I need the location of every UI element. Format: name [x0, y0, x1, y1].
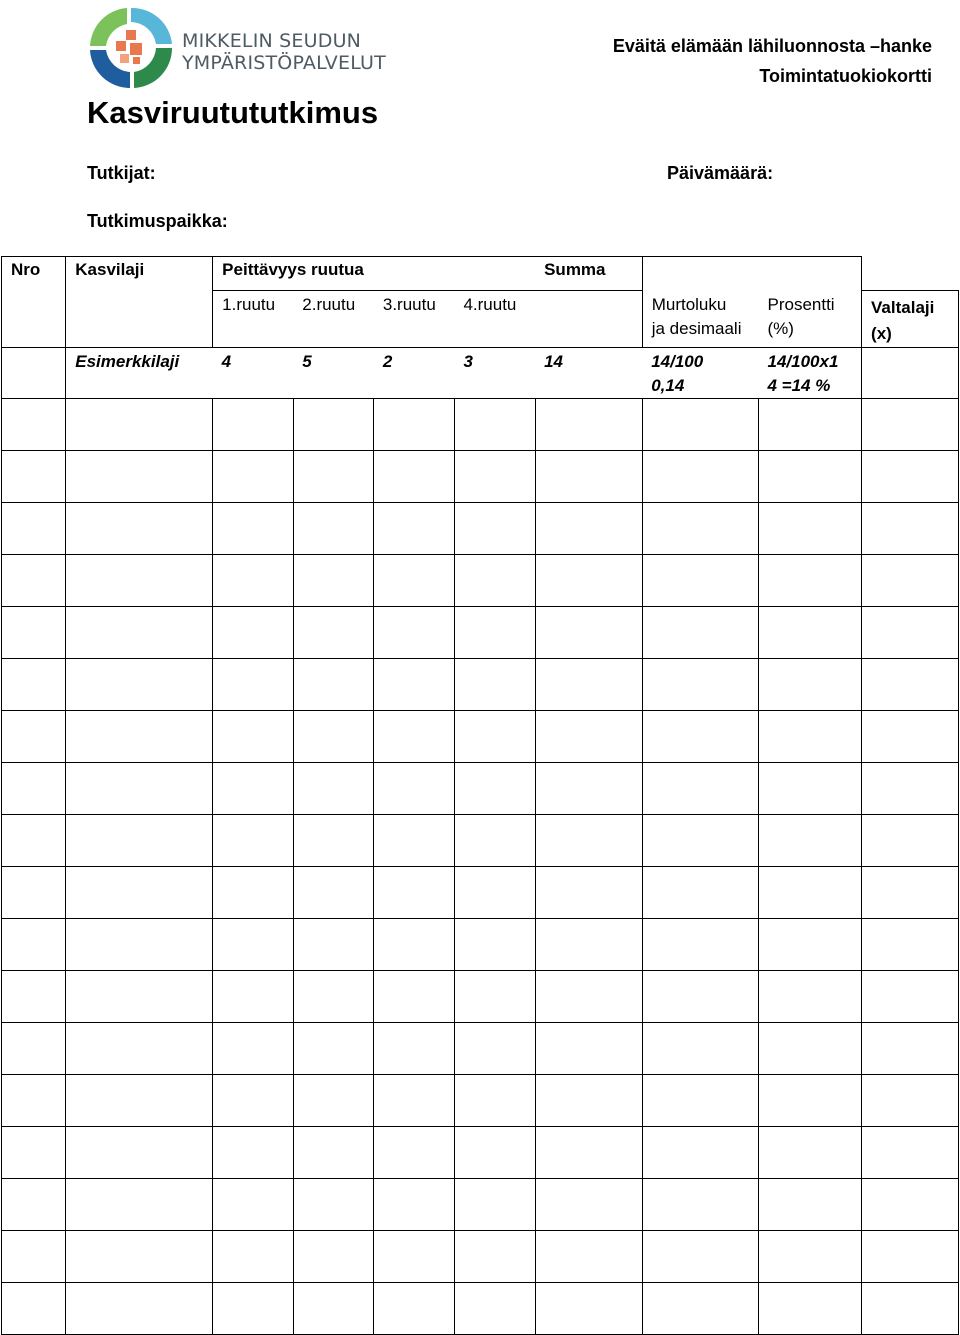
table-cell[interactable] — [2, 867, 66, 919]
example-sum: 14 — [535, 348, 642, 399]
table-cell[interactable] — [642, 503, 758, 555]
table-cell[interactable] — [535, 1075, 642, 1127]
table-cell[interactable] — [374, 1075, 455, 1127]
table-cell[interactable] — [66, 763, 213, 815]
project-header — [613, 31, 932, 91]
table-cell[interactable] — [642, 1179, 758, 1231]
table-cell[interactable] — [293, 555, 374, 607]
table-row — [2, 867, 959, 919]
table-cell[interactable] — [759, 867, 862, 919]
table-cell[interactable] — [374, 399, 455, 451]
table-cell[interactable] — [759, 1127, 862, 1179]
table-cell[interactable] — [2, 711, 66, 763]
table-cell[interactable] — [66, 451, 213, 503]
square-3-header: 3.ruutu — [374, 291, 455, 348]
table-row — [2, 1127, 959, 1179]
table-cell[interactable] — [213, 971, 294, 1023]
table-cell[interactable] — [293, 763, 374, 815]
table-row — [2, 451, 959, 503]
header-nro: Nro — [2, 257, 66, 291]
table-cell[interactable] — [66, 1127, 213, 1179]
table-cell[interactable] — [374, 1283, 455, 1335]
logo-line-1: MIKKELIN SEUDUN — [182, 30, 362, 52]
table-cell[interactable] — [213, 555, 294, 607]
table-row — [2, 1231, 959, 1283]
example-dominant — [862, 348, 959, 399]
example-percent-line-1: 14/100x1 — [767, 352, 839, 371]
table-row — [2, 711, 959, 763]
percent-header-line-1: Prosentti — [767, 294, 835, 314]
table-cell[interactable] — [213, 1127, 294, 1179]
table-cell[interactable] — [454, 1023, 535, 1075]
table-cell[interactable] — [454, 919, 535, 971]
table-cell[interactable] — [642, 1023, 758, 1075]
table-cell[interactable] — [66, 555, 213, 607]
table-cell[interactable] — [862, 659, 959, 711]
table-cell[interactable] — [535, 815, 642, 867]
table-cell[interactable] — [374, 607, 455, 659]
example-square-4 — [454, 348, 535, 399]
table-cell[interactable] — [213, 451, 294, 503]
table-cell[interactable] — [66, 1075, 213, 1127]
table-cell[interactable] — [862, 919, 959, 971]
table-cell[interactable] — [535, 399, 642, 451]
table-cell[interactable] — [642, 1231, 758, 1283]
fraction-header — [642, 291, 758, 348]
example-square-2: 5 — [293, 348, 374, 399]
table-cell[interactable] — [642, 1075, 758, 1127]
date-label: Päivämäärä: — [667, 163, 774, 183]
table-row — [2, 659, 959, 711]
table-cell[interactable] — [293, 815, 374, 867]
table-row — [2, 1023, 959, 1075]
table-cell[interactable] — [374, 763, 455, 815]
table-cell[interactable] — [759, 503, 862, 555]
example-square-3: 2 — [374, 348, 455, 399]
table-cell[interactable] — [642, 971, 758, 1023]
table-cell[interactable] — [642, 711, 758, 763]
card-type: Toimintatuokiokortti — [759, 66, 932, 86]
table-cell[interactable] — [862, 1179, 959, 1231]
table-cell[interactable] — [535, 555, 642, 607]
table-cell[interactable] — [642, 659, 758, 711]
table-cell[interactable] — [454, 555, 535, 607]
table-cell[interactable] — [454, 503, 535, 555]
table-cell[interactable] — [374, 1127, 455, 1179]
place-label: Tutkimuspaikka: — [87, 211, 228, 231]
table-cell[interactable] — [535, 659, 642, 711]
square-1-header: 1.ruutu — [213, 291, 294, 348]
table-cell[interactable] — [2, 919, 66, 971]
example-fraction — [642, 348, 758, 399]
table-cell[interactable] — [213, 763, 294, 815]
table-cell[interactable] — [862, 1283, 959, 1335]
table-cell[interactable] — [862, 555, 959, 607]
table-cell[interactable] — [213, 867, 294, 919]
table-cell[interactable] — [66, 659, 213, 711]
example-percent-line-2: 4 =14 % — [767, 376, 831, 395]
researchers-label: Tutkijat: — [87, 163, 156, 183]
table-cell[interactable] — [213, 1283, 294, 1335]
table-cell[interactable] — [293, 1283, 374, 1335]
example-fraction-line-2: 0,14 — [651, 376, 685, 395]
table-cell[interactable] — [535, 971, 642, 1023]
table-cell[interactable] — [66, 815, 213, 867]
table-cell[interactable] — [759, 659, 862, 711]
fraction-header-line-1: Murtoluku — [651, 294, 727, 314]
table-cell[interactable] — [454, 451, 535, 503]
table-cell[interactable] — [759, 399, 862, 451]
table-cell[interactable] — [66, 607, 213, 659]
square-4-header: 4.ruutu — [454, 291, 535, 348]
table-cell[interactable] — [642, 919, 758, 971]
percent-header-line-2: (%) — [767, 318, 794, 338]
table-cell[interactable] — [642, 451, 758, 503]
table-cell[interactable] — [293, 1127, 374, 1179]
table-cell[interactable] — [66, 1023, 213, 1075]
table-cell[interactable] — [374, 1179, 455, 1231]
table-cell[interactable] — [862, 607, 959, 659]
example-percent — [759, 348, 862, 399]
table-cell[interactable] — [374, 659, 455, 711]
table-row — [2, 555, 959, 607]
table-cell[interactable] — [66, 867, 213, 919]
table-cell[interactable] — [374, 555, 455, 607]
table-row — [2, 399, 959, 451]
table-cell[interactable] — [759, 1179, 862, 1231]
subheader-row — [2, 291, 959, 348]
table-cell[interactable] — [454, 971, 535, 1023]
table-cell[interactable] — [2, 1231, 66, 1283]
header-blank — [642, 257, 861, 291]
table-cell[interactable] — [66, 399, 213, 451]
table-cell[interactable] — [454, 607, 535, 659]
table-cell[interactable] — [2, 607, 66, 659]
table-row — [2, 763, 959, 815]
header-blank-right — [862, 257, 959, 291]
table-cell[interactable] — [2, 399, 66, 451]
table-cell[interactable] — [293, 451, 374, 503]
header-sum: Summa — [535, 257, 642, 291]
table-cell[interactable] — [535, 1179, 642, 1231]
table-row — [2, 971, 959, 1023]
empty-rows — [2, 399, 959, 1335]
fraction-header-line-2: ja desimaali — [651, 318, 742, 338]
table-cell[interactable] — [2, 1127, 66, 1179]
table-cell[interactable] — [66, 1283, 213, 1335]
table-cell[interactable] — [374, 867, 455, 919]
table-cell[interactable] — [213, 503, 294, 555]
table-cell[interactable] — [374, 451, 455, 503]
table-cell[interactable] — [862, 1075, 959, 1127]
table-cell[interactable] — [759, 1023, 862, 1075]
table-cell[interactable] — [535, 1283, 642, 1335]
table-cell[interactable] — [66, 971, 213, 1023]
table-cell[interactable] — [454, 867, 535, 919]
table-row — [2, 1179, 959, 1231]
table-cell[interactable] — [535, 711, 642, 763]
table-cell[interactable] — [213, 1023, 294, 1075]
table-cell[interactable] — [642, 1127, 758, 1179]
table-cell[interactable] — [2, 451, 66, 503]
dominant-header — [862, 291, 959, 348]
table-cell[interactable] — [862, 1231, 959, 1283]
table-cell[interactable] — [454, 1075, 535, 1127]
table-cell[interactable] — [293, 399, 374, 451]
table-cell[interactable] — [454, 399, 535, 451]
table-cell[interactable] — [862, 867, 959, 919]
table-row — [2, 607, 959, 659]
header-row — [2, 257, 959, 291]
table-cell[interactable] — [374, 503, 455, 555]
table-cell[interactable] — [2, 555, 66, 607]
table-cell[interactable] — [66, 1179, 213, 1231]
project-name: Eväitä elämään lähiluonnosta –hanke — [612, 36, 932, 56]
table-cell[interactable] — [213, 399, 294, 451]
table-cell[interactable] — [759, 919, 862, 971]
table-cell[interactable] — [642, 607, 758, 659]
table-cell[interactable] — [535, 1023, 642, 1075]
table-cell[interactable] — [759, 815, 862, 867]
table-cell[interactable] — [862, 815, 959, 867]
subheader-sum-cell — [535, 291, 642, 348]
table-cell[interactable] — [454, 1179, 535, 1231]
table-cell[interactable] — [535, 867, 642, 919]
table-cell[interactable] — [862, 763, 959, 815]
table-cell[interactable] — [293, 971, 374, 1023]
table-cell[interactable] — [759, 451, 862, 503]
table-row — [2, 815, 959, 867]
table-cell[interactable] — [213, 1075, 294, 1127]
table-cell[interactable] — [535, 451, 642, 503]
table-cell[interactable] — [535, 503, 642, 555]
table-cell[interactable] — [213, 1179, 294, 1231]
table-row — [2, 1283, 959, 1335]
table-cell[interactable] — [374, 1231, 455, 1283]
table-cell[interactable] — [642, 867, 758, 919]
table-cell[interactable] — [454, 711, 535, 763]
table-cell[interactable] — [213, 815, 294, 867]
table-cell[interactable] — [759, 711, 862, 763]
table-cell[interactable] — [374, 1023, 455, 1075]
table-cell[interactable] — [862, 1127, 959, 1179]
table-cell[interactable] — [293, 1231, 374, 1283]
table-cell[interactable] — [293, 503, 374, 555]
table-cell[interactable] — [642, 815, 758, 867]
logo-line-2: YMPÄRISTÖPALVELUT — [182, 52, 386, 74]
table-cell[interactable] — [454, 763, 535, 815]
table-cell[interactable] — [66, 919, 213, 971]
dominant-header-line-2: (x) — [871, 324, 892, 343]
table-cell[interactable] — [535, 1231, 642, 1283]
table-cell[interactable] — [759, 971, 862, 1023]
example-square-1: 4 — [213, 348, 294, 399]
table-cell[interactable] — [213, 659, 294, 711]
table-cell[interactable] — [293, 1179, 374, 1231]
table-cell[interactable] — [2, 1283, 66, 1335]
example-species: Esimerkkilaji — [66, 348, 213, 399]
table-cell[interactable] — [293, 711, 374, 763]
table-cell[interactable] — [213, 711, 294, 763]
table-cell[interactable] — [213, 919, 294, 971]
table-cell[interactable] — [293, 1075, 374, 1127]
plant-survey-table — [1, 256, 959, 1335]
table-cell[interactable] — [642, 555, 758, 607]
table-cell[interactable] — [759, 763, 862, 815]
table-cell[interactable] — [293, 659, 374, 711]
subheader-species-cell — [66, 291, 213, 348]
table-cell[interactable] — [454, 1283, 535, 1335]
table-cell[interactable] — [2, 763, 66, 815]
example-square-4-value: 3 — [463, 352, 473, 371]
example-row — [2, 348, 959, 399]
square-2-header: 2.ruutu — [293, 291, 374, 348]
table-cell[interactable] — [642, 1283, 758, 1335]
table-cell[interactable] — [535, 1127, 642, 1179]
table-cell[interactable] — [213, 607, 294, 659]
table-cell[interactable] — [66, 503, 213, 555]
table-cell[interactable] — [759, 607, 862, 659]
example-fraction-line-1: 14/100 — [651, 352, 704, 371]
table-cell[interactable] — [535, 919, 642, 971]
table-cell[interactable] — [2, 503, 66, 555]
table-cell[interactable] — [862, 503, 959, 555]
table-cell[interactable] — [374, 919, 455, 971]
table-cell[interactable] — [862, 451, 959, 503]
table-cell[interactable] — [293, 867, 374, 919]
table-cell[interactable] — [374, 971, 455, 1023]
table-cell[interactable] — [66, 711, 213, 763]
table-cell[interactable] — [862, 399, 959, 451]
table-cell[interactable] — [535, 763, 642, 815]
logo-wordmark — [182, 30, 386, 74]
table-cell[interactable] — [535, 607, 642, 659]
table-row — [2, 1075, 959, 1127]
table-cell[interactable] — [759, 1075, 862, 1127]
percent-header — [759, 291, 862, 348]
table-cell[interactable] — [2, 971, 66, 1023]
table-cell[interactable] — [374, 815, 455, 867]
table-cell[interactable] — [642, 763, 758, 815]
page-title: Kasviruutututkimus — [87, 95, 379, 130]
table-cell[interactable] — [2, 659, 66, 711]
table-cell[interactable] — [862, 1023, 959, 1075]
table-cell[interactable] — [759, 1283, 862, 1335]
table-cell[interactable] — [759, 555, 862, 607]
table-cell[interactable] — [454, 659, 535, 711]
table-cell[interactable] — [454, 815, 535, 867]
table-cell[interactable] — [213, 1231, 294, 1283]
table-cell[interactable] — [642, 399, 758, 451]
table-row — [2, 503, 959, 555]
table-cell[interactable] — [454, 1127, 535, 1179]
table-cell[interactable] — [293, 607, 374, 659]
table-cell[interactable] — [2, 1075, 66, 1127]
table-cell[interactable] — [374, 711, 455, 763]
header-coverage: Peittävyys ruutua — [213, 257, 535, 291]
mikkelin-seudun-logo-icon — [86, 4, 176, 90]
table-cell[interactable] — [454, 1231, 535, 1283]
table-cell[interactable] — [66, 1231, 213, 1283]
table-cell[interactable] — [2, 1023, 66, 1075]
table-cell[interactable] — [293, 1023, 374, 1075]
table-cell[interactable] — [862, 971, 959, 1023]
table-row — [2, 919, 959, 971]
table-cell[interactable] — [759, 1231, 862, 1283]
subheader-nro-cell — [2, 291, 66, 348]
header-species: Kasvilaji — [66, 257, 213, 291]
table-cell[interactable] — [2, 815, 66, 867]
example-nro-cell — [2, 348, 66, 399]
table-cell[interactable] — [293, 919, 374, 971]
dominant-header-line-1: Valtalaji — [871, 298, 935, 317]
table-cell[interactable] — [862, 711, 959, 763]
table-cell[interactable] — [2, 1179, 66, 1231]
